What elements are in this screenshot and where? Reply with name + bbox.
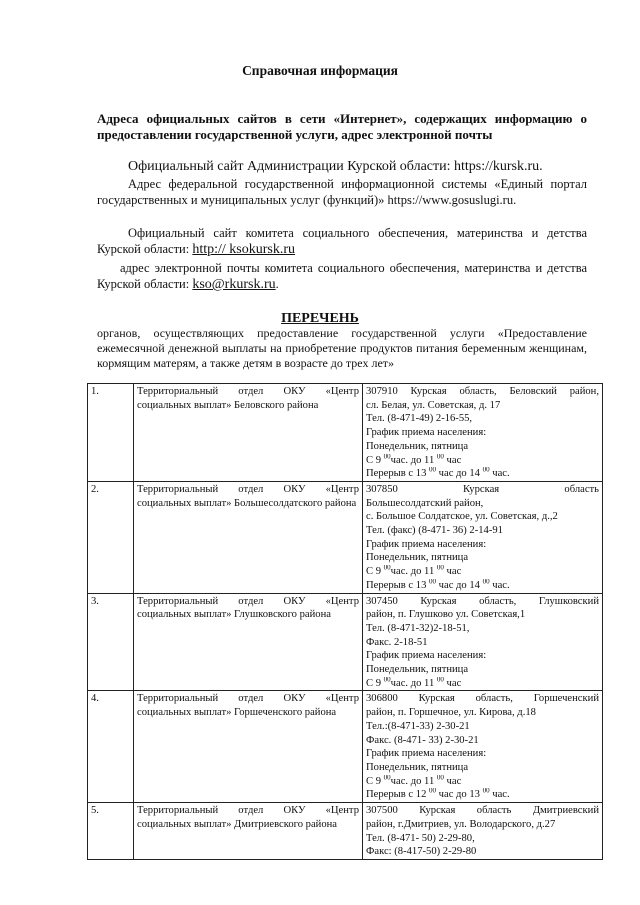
office-address-line: Большесолдатский район, bbox=[366, 497, 484, 509]
schedule-label: График приема населения: bbox=[366, 427, 487, 439]
office-number: 3. bbox=[88, 593, 134, 691]
office-row bbox=[88, 593, 603, 691]
schedule-label: График приема населения: bbox=[366, 650, 487, 662]
time-sup: 00 bbox=[383, 565, 391, 572]
office-name: Территориальный отдел ОКУ «Центр социальных выплат» Беловского района bbox=[134, 384, 363, 482]
office-row bbox=[88, 384, 603, 482]
admin-site-text: Официальный сайт Администрации Курской области: https://kursk.ru. bbox=[128, 159, 543, 174]
office-number: 2. bbox=[88, 481, 134, 593]
committee-site-label: Официальный сайт комитета социального обеспечения, материнства и детства Курской области: bbox=[97, 226, 587, 256]
time-sup: 00 bbox=[482, 467, 490, 474]
schedule-break: Перерыв с 13 $^{00}$ час до 14 $^{00}$ час. bbox=[366, 578, 510, 591]
office-phone: Факс. (8-471- 33) 2-30-21 bbox=[366, 734, 479, 746]
office-number: 4. bbox=[88, 691, 134, 803]
office-row bbox=[88, 803, 603, 860]
office-details bbox=[363, 384, 603, 482]
office-address-line: район, г.Дмитриев, ул. Володарского, д.27 bbox=[366, 818, 556, 830]
committee-email-text: адрес электронной почты комитета социального обеспечения, материнства и детства Курской области: kso@rkursk.ru. bbox=[97, 261, 587, 292]
office-number: 5. bbox=[88, 803, 134, 860]
offices-table bbox=[87, 383, 603, 860]
office-details bbox=[363, 593, 603, 691]
schedule-label: График приема населения: bbox=[366, 748, 487, 760]
list-heading: ПЕРЕЧЕНЬ bbox=[281, 311, 359, 326]
office-address-line: сл. Белая, ул. Советская, д. 17 bbox=[366, 399, 501, 411]
office-details bbox=[363, 481, 603, 593]
office-address-line: 307850 Курская область bbox=[366, 483, 599, 495]
office-number: 1. bbox=[88, 384, 134, 482]
office-phone: Факс: (8-417-50) 2-29-80 bbox=[366, 846, 477, 858]
office-name: Территориальный отдел ОКУ «Центр социальных выплат» Глушковского района bbox=[134, 593, 363, 691]
office-details bbox=[363, 691, 603, 803]
office-address-line: 307450 Курская область, Глушковский bbox=[366, 595, 599, 607]
schedule-hours: С 9 $^{00}$час. до 11 $^{00}$ час bbox=[366, 774, 462, 787]
time-sup: 00 bbox=[482, 578, 490, 586]
time-sup: 00 bbox=[429, 578, 437, 586]
schedule-label: График приема населения: bbox=[366, 538, 487, 550]
schedule-days: Понедельник, пятница bbox=[366, 664, 469, 676]
office-name: Территориальный отдел ОКУ «Центр социальных выплат» Горшеченского района bbox=[134, 691, 363, 803]
schedule-hours: С 9 $^{00}$час. до 11 $^{00}$ час bbox=[366, 453, 462, 466]
office-address-line: район, п. Горшечное, ул. Кирова, д.18 bbox=[366, 707, 536, 719]
page-title: Справочная информация bbox=[242, 63, 398, 78]
schedule-break: Перерыв с 13 $^{00}$ час до 14 $^{00}$ час. bbox=[366, 467, 510, 480]
office-details bbox=[363, 803, 603, 860]
office-phone: Тел. (8-471-49) 2-16-55, bbox=[366, 413, 473, 425]
committee-site-link[interactable]: http:// ksokursk.ru bbox=[192, 242, 296, 257]
list-intro: органов, осуществляющих предоставление государственной услуги «Предоставление ежемесячной денежной выплаты на приобретение продуктов питания беременным женщинам, кормящим матерям, а также детям в возрасте до трех лет» bbox=[97, 326, 587, 370]
schedule-hours: С 9 $^{00}$час. до 11 $^{00}$ час bbox=[366, 565, 462, 578]
time-sup: 00 bbox=[429, 788, 437, 795]
schedule-break: Перерыв с 12 $^{00}$ час до 13 $^{00}$ час. bbox=[366, 788, 510, 801]
office-address-line: 307500 Курская область Дмитриевский bbox=[366, 805, 599, 817]
time-sup: 00 bbox=[436, 453, 444, 460]
committee-site-text bbox=[97, 225, 587, 258]
time-sup: 00 bbox=[436, 565, 444, 572]
office-phone: Тел. (8-471- 50) 2-29-80, bbox=[366, 832, 475, 844]
schedule-days: Понедельник, пятница bbox=[366, 440, 469, 452]
schedule-days: Понедельник, пятница bbox=[366, 761, 469, 773]
websites-heading: Адреса официальных сайтов в сети «Интернет», содержащих информацию о предоставлении государственной услуги, адрес электронной почты bbox=[97, 111, 587, 142]
office-address-line: 307910 Курская область, Беловский район, bbox=[366, 386, 599, 397]
office-address-line: район, п. Глушково ул. Советская,1 bbox=[366, 609, 526, 621]
time-sup: 00 bbox=[383, 774, 391, 782]
office-name: Территориальный отдел ОКУ «Центр социальных выплат» Дмитриевского района bbox=[134, 803, 363, 860]
schedule-days: Понедельник, пятница bbox=[366, 552, 469, 564]
portal-text: Адрес федеральной государственной информационной системы «Единый портал государственных и муниципальных услуг (функций)» https://www.gosuslugi.ru. bbox=[97, 177, 587, 207]
office-row bbox=[88, 691, 603, 803]
office-phone: Тел. (факс) (8-471- 36) 2-14-91 bbox=[366, 525, 503, 537]
time-sup: 00 bbox=[482, 788, 490, 795]
office-address-line: 306800 Курская область, Горшеченский bbox=[366, 693, 599, 705]
schedule-hours: С 9 $^{00}$час. до 11 $^{00}$ час bbox=[366, 676, 462, 689]
time-sup: 00 bbox=[429, 467, 437, 474]
office-name: Территориальный отдел ОКУ «Центр социальных выплат» Большесолдатского района bbox=[134, 481, 363, 593]
office-address-line: с. Большое Солдатское, ул. Советская, д.,2 bbox=[366, 511, 558, 523]
time-sup: 00 bbox=[436, 774, 444, 782]
time-sup: 00 bbox=[383, 676, 391, 684]
committee-email-link[interactable]: kso@rkursk.ru bbox=[192, 277, 276, 292]
office-phone: Факс. 2-18-51 bbox=[366, 636, 428, 648]
committee-email-label: адрес электронной почты комитета социального обеспечения, материнства и детства Курской области: bbox=[97, 261, 587, 291]
time-sup: 00 bbox=[383, 453, 391, 460]
office-phone: Тел.:(8-471-33) 2-30-21 bbox=[366, 720, 470, 732]
time-sup: 00 bbox=[436, 676, 444, 684]
office-phone: Тел. (8-471-32)2-18-51, bbox=[366, 622, 470, 634]
office-row bbox=[88, 481, 603, 593]
